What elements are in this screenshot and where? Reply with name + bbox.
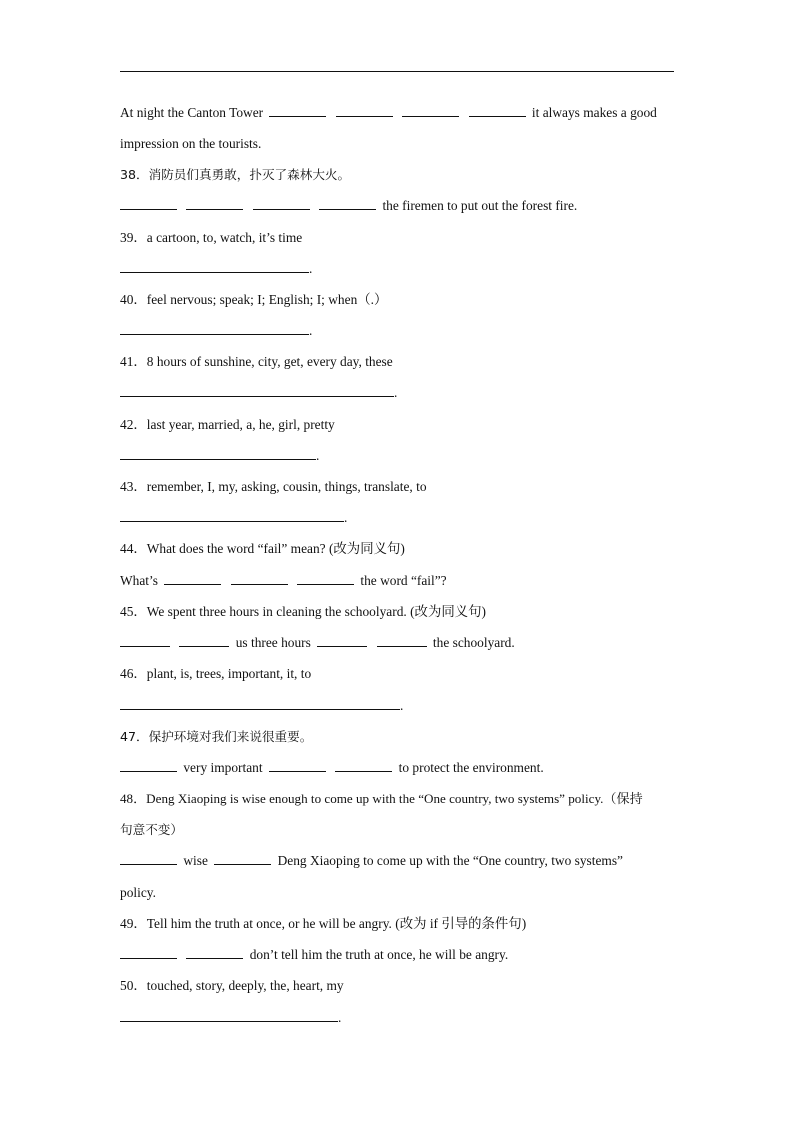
q44-blank-3[interactable] [297,572,354,585]
q47-mid: very important [183,760,263,775]
q50-answer [120,1009,341,1027]
q37-blank-1[interactable] [269,104,326,117]
q45-blank-3[interactable] [317,634,367,647]
q48-mid: wise [183,853,208,868]
q39-answer [120,260,312,278]
q47-prompt: 47．保护环境对我们来说很重要。 [120,729,313,744]
q44-prompt: 44．What does the word “fail” mean? (改为同义句) [120,541,405,556]
q40-period: . [309,323,313,338]
q45-answer [120,634,515,652]
q49-answer [120,946,508,964]
q43-answer-line[interactable] [120,509,344,522]
q48-tail-2: policy. [120,885,156,900]
q40-answer-line[interactable] [120,322,309,335]
q38-answer [120,197,577,215]
q37-blank-4[interactable] [469,104,526,117]
q45-prompt: 45．We spent three hours in cleaning the schoolyard. (改为同义句) [120,604,486,619]
q42-prompt: 42．last year, married, a, he, girl, pretty [120,417,335,432]
q38-blank-1[interactable] [120,197,177,210]
q38-tail: the firemen to put out the forest fire. [382,198,578,213]
q43-answer [120,509,347,527]
q50-answer-line[interactable] [120,1009,338,1022]
q37-line [120,104,657,122]
q48-blank-1[interactable] [120,852,177,865]
q41-answer [120,384,397,402]
q38-blank-4[interactable] [319,197,376,210]
q47-blank-3[interactable] [335,759,392,772]
q44-head: What’s [120,573,158,588]
q44-blank-2[interactable] [231,572,288,585]
q40-prompt: 40．feel nervous; speak; I; English; I; when（.） [120,292,388,307]
q39-period: . [309,261,313,276]
q42-period: . [316,448,320,463]
q44-blank-1[interactable] [164,572,221,585]
q49-prompt: 49．Tell him the truth at once, or he will be angry. (改为 if 引导的条件句) [120,916,527,931]
q46-answer-line[interactable] [120,697,400,710]
q49-blank-1[interactable] [120,946,177,959]
q48-answer [120,852,623,870]
q42-answer [120,447,319,465]
q46-answer [120,697,403,715]
q37-cont: impression on the tourists. [120,136,262,151]
q39-answer-line[interactable] [120,260,309,273]
q45-blank-1[interactable] [120,634,170,647]
q40-answer [120,322,312,340]
q47-tail: to protect the environment. [398,760,544,775]
q44-tail: the word “fail”? [360,573,447,588]
q37-text-2: it always makes a good [531,105,657,120]
q43-period: . [344,510,348,525]
q41-answer-line[interactable] [120,384,394,397]
q48-prompt-2: 句意不变） [120,822,183,837]
q45-blank-4[interactable] [377,634,427,647]
header-rule [120,71,674,72]
q37-blank-3[interactable] [402,104,459,117]
q42-answer-line[interactable] [120,447,316,460]
q50-prompt: 50．touched, story, deeply, the, heart, my [120,978,344,993]
q46-prompt: 46．plant, is, trees, important, it, to [120,666,312,681]
q38-prompt: 38．消防员们真勇敢，扑灭了森林大火。 [120,167,351,182]
q39-prompt: 39．a cartoon, to, watch, it’s time [120,230,303,245]
q48-blank-2[interactable] [214,852,271,865]
q48-prompt-1: 48．Deng Xiaoping is wise enough to come up with the “One country, two systems” policy.（保持 [120,791,643,806]
q37-text-1: At night the Canton Tower [120,105,264,120]
q48-tail-1: Deng Xiaoping to come up with the “One country, two systems” [277,853,623,868]
q47-blank-2[interactable] [269,759,326,772]
q47-blank-1[interactable] [120,759,177,772]
q46-period: . [400,698,404,713]
q41-period: . [394,385,398,400]
q50-period: . [338,1010,342,1025]
q49-blank-2[interactable] [186,946,243,959]
q45-blank-2[interactable] [179,634,229,647]
q45-mid: us three hours [235,635,311,650]
q37-blank-2[interactable] [336,104,393,117]
q38-blank-2[interactable] [186,197,243,210]
q43-prompt: 43．remember, I, my, asking, cousin, things, translate, to [120,479,427,494]
q49-tail: don’t tell him the truth at once, he will be angry. [249,947,509,962]
q47-answer [120,759,544,777]
q44-answer [120,572,447,590]
q45-tail: the schoolyard. [432,635,515,650]
q41-prompt: 41．8 hours of sunshine, city, get, every day, these [120,354,393,369]
q38-blank-3[interactable] [253,197,310,210]
